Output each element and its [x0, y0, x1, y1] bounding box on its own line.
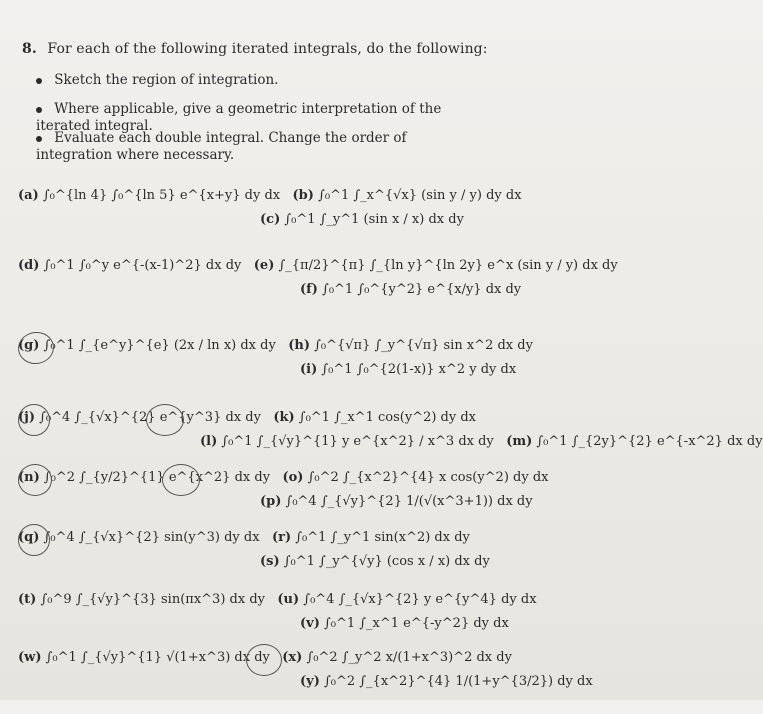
integral-tag: (g): [18, 338, 40, 353]
integral-expression: ∫₀^1 ∫_y^{√y} (cos x / x) dx dy: [283, 554, 490, 569]
bullet-evaluate: [36, 130, 486, 164]
bullet-dot: [36, 107, 42, 113]
integral-tag: (q): [18, 530, 40, 545]
integral-row-6b: [260, 554, 490, 594]
integral-tag: (r): [271, 530, 292, 545]
problem-header: [22, 40, 488, 58]
integral-tag: (b): [292, 188, 314, 203]
integral-expression: ∫₀^9 ∫_{√y}^{3} sin(πx^3) dx dy: [40, 592, 265, 607]
integral-expression: ∫₀^{ln 4} ∫₀^{ln 5} e^{x+y} dy dx: [42, 188, 281, 203]
integral-tag: (e): [253, 258, 275, 273]
integral-expression: ∫₀^1 ∫_y^1 sin(x^2) dx dy: [295, 530, 470, 545]
integral-expression: ∫₀^1 ∫₀^{y^2} e^{x/y} dx dy: [322, 282, 522, 297]
integral-expression: ∫₀^1 ∫_{√y}^{1} √(1+x^3) dx dy: [45, 650, 270, 665]
integral-expression: ∫₀^1 ∫_x^{√x} (sin y / y) dy dx: [318, 188, 522, 203]
problem-number: 8.: [22, 41, 37, 57]
integral-expression: ∫₀^2 ∫_{y/2}^{1} e^{x^2} dx dy: [43, 470, 271, 485]
integral-tag: (h): [288, 338, 310, 353]
integral-tag: (m): [506, 434, 533, 449]
integral-tag: (n): [18, 470, 40, 485]
integral-expression: ∫₀^1 ∫_x^1 e^{-y^2} dy dx: [324, 616, 509, 631]
integral-expression: ∫_{π/2}^{π} ∫_{ln y}^{ln 2y} e^x (sin y / y) dx dy: [278, 258, 618, 273]
integral-row-8b: [300, 674, 593, 714]
bullet-text: Evaluate each double integral. Change the order of integration where necessary.: [36, 130, 407, 163]
integral-row-4b: [200, 434, 763, 474]
bullet-text: Sketch the region of integration.: [54, 72, 279, 88]
integral-row-5b: [260, 494, 533, 534]
integral-tag: (t): [18, 592, 37, 607]
integral-tag: (s): [260, 554, 280, 569]
integral-tag: (v): [300, 616, 320, 631]
integral-expression: ∫₀^2 ∫_y^2 x/(1+x^3)^2 dx dy: [306, 650, 512, 665]
integral-expression: ∫₀^4 ∫_{√x}^{2} sin(y^3) dy dx: [43, 530, 260, 545]
integral-tag: (y): [300, 674, 320, 689]
integral-expression: ∫₀^1 ∫₀^y e^{-(x-1)^2} dx dy: [43, 258, 242, 273]
integral-expression: ∫₀^1 ∫_x^1 cos(y^2) dy dx: [298, 410, 476, 425]
integral-expression: ∫₀^1 ∫_{√y}^{1} y e^{x^2} / x^3 dx dy: [221, 434, 494, 449]
integral-expression: ∫₀^4 ∫_{√x}^{2} e^{y^3} dx dy: [39, 410, 261, 425]
integral-tag: (p): [260, 494, 282, 509]
integral-tag: (i): [300, 362, 318, 377]
integral-expression: ∫₀^1 ∫_{e^y}^{e} (2x / ln x) dx dy: [43, 338, 276, 353]
integral-tag: (a): [18, 188, 39, 203]
integral-tag: (w): [18, 650, 42, 665]
integral-expression: ∫₀^1 ∫_{2y}^{2} e^{-x^2} dx dy: [536, 434, 763, 449]
integral-tag: (d): [18, 258, 40, 273]
integral-row-2b: [300, 282, 521, 322]
integral-expression: ∫₀^2 ∫_{x^2}^{4} 1/(1+y^{3/2}) dy dx: [324, 674, 593, 689]
integral-expression: ∫₀^1 ∫₀^{2(1-x)} x^2 y dy dx: [321, 362, 517, 377]
integral-row-1b: [260, 212, 464, 252]
bullet-sketch: [36, 72, 278, 89]
integral-tag: (j): [18, 410, 36, 425]
integral-expression: ∫₀^2 ∫_{x^2}^{4} x cos(y^2) dy dx: [307, 470, 549, 485]
integral-tag: (x): [282, 650, 303, 665]
integral-tag: (u): [277, 592, 300, 607]
integral-tag: (f): [300, 282, 318, 297]
bullet-dot: [36, 136, 42, 142]
integral-expression: ∫₀^4 ∫_{√x}^{2} y e^{y^4} dy dx: [303, 592, 537, 607]
integral-expression: ∫₀^{√π} ∫_y^{√π} sin x^2 dx dy: [314, 338, 533, 353]
bullet-dot: [36, 78, 42, 84]
integral-tag: (c): [260, 212, 281, 227]
integral-tag: (k): [273, 410, 295, 425]
bullet-text: Where applicable, give a geometric interpretation of the iterated integral.: [36, 101, 442, 134]
integral-expression: ∫₀^1 ∫_y^1 (sin x / x) dx dy: [284, 212, 464, 227]
integral-row-3b: [300, 362, 516, 402]
problem-prompt: For each of the following iterated integrals, do the following:: [47, 41, 488, 57]
integral-expression: ∫₀^4 ∫_{√y}^{2} 1/(√(x^3+1)) dx dy: [285, 494, 533, 509]
integral-tag: (l): [200, 434, 218, 449]
integral-tag: (o): [282, 470, 304, 485]
